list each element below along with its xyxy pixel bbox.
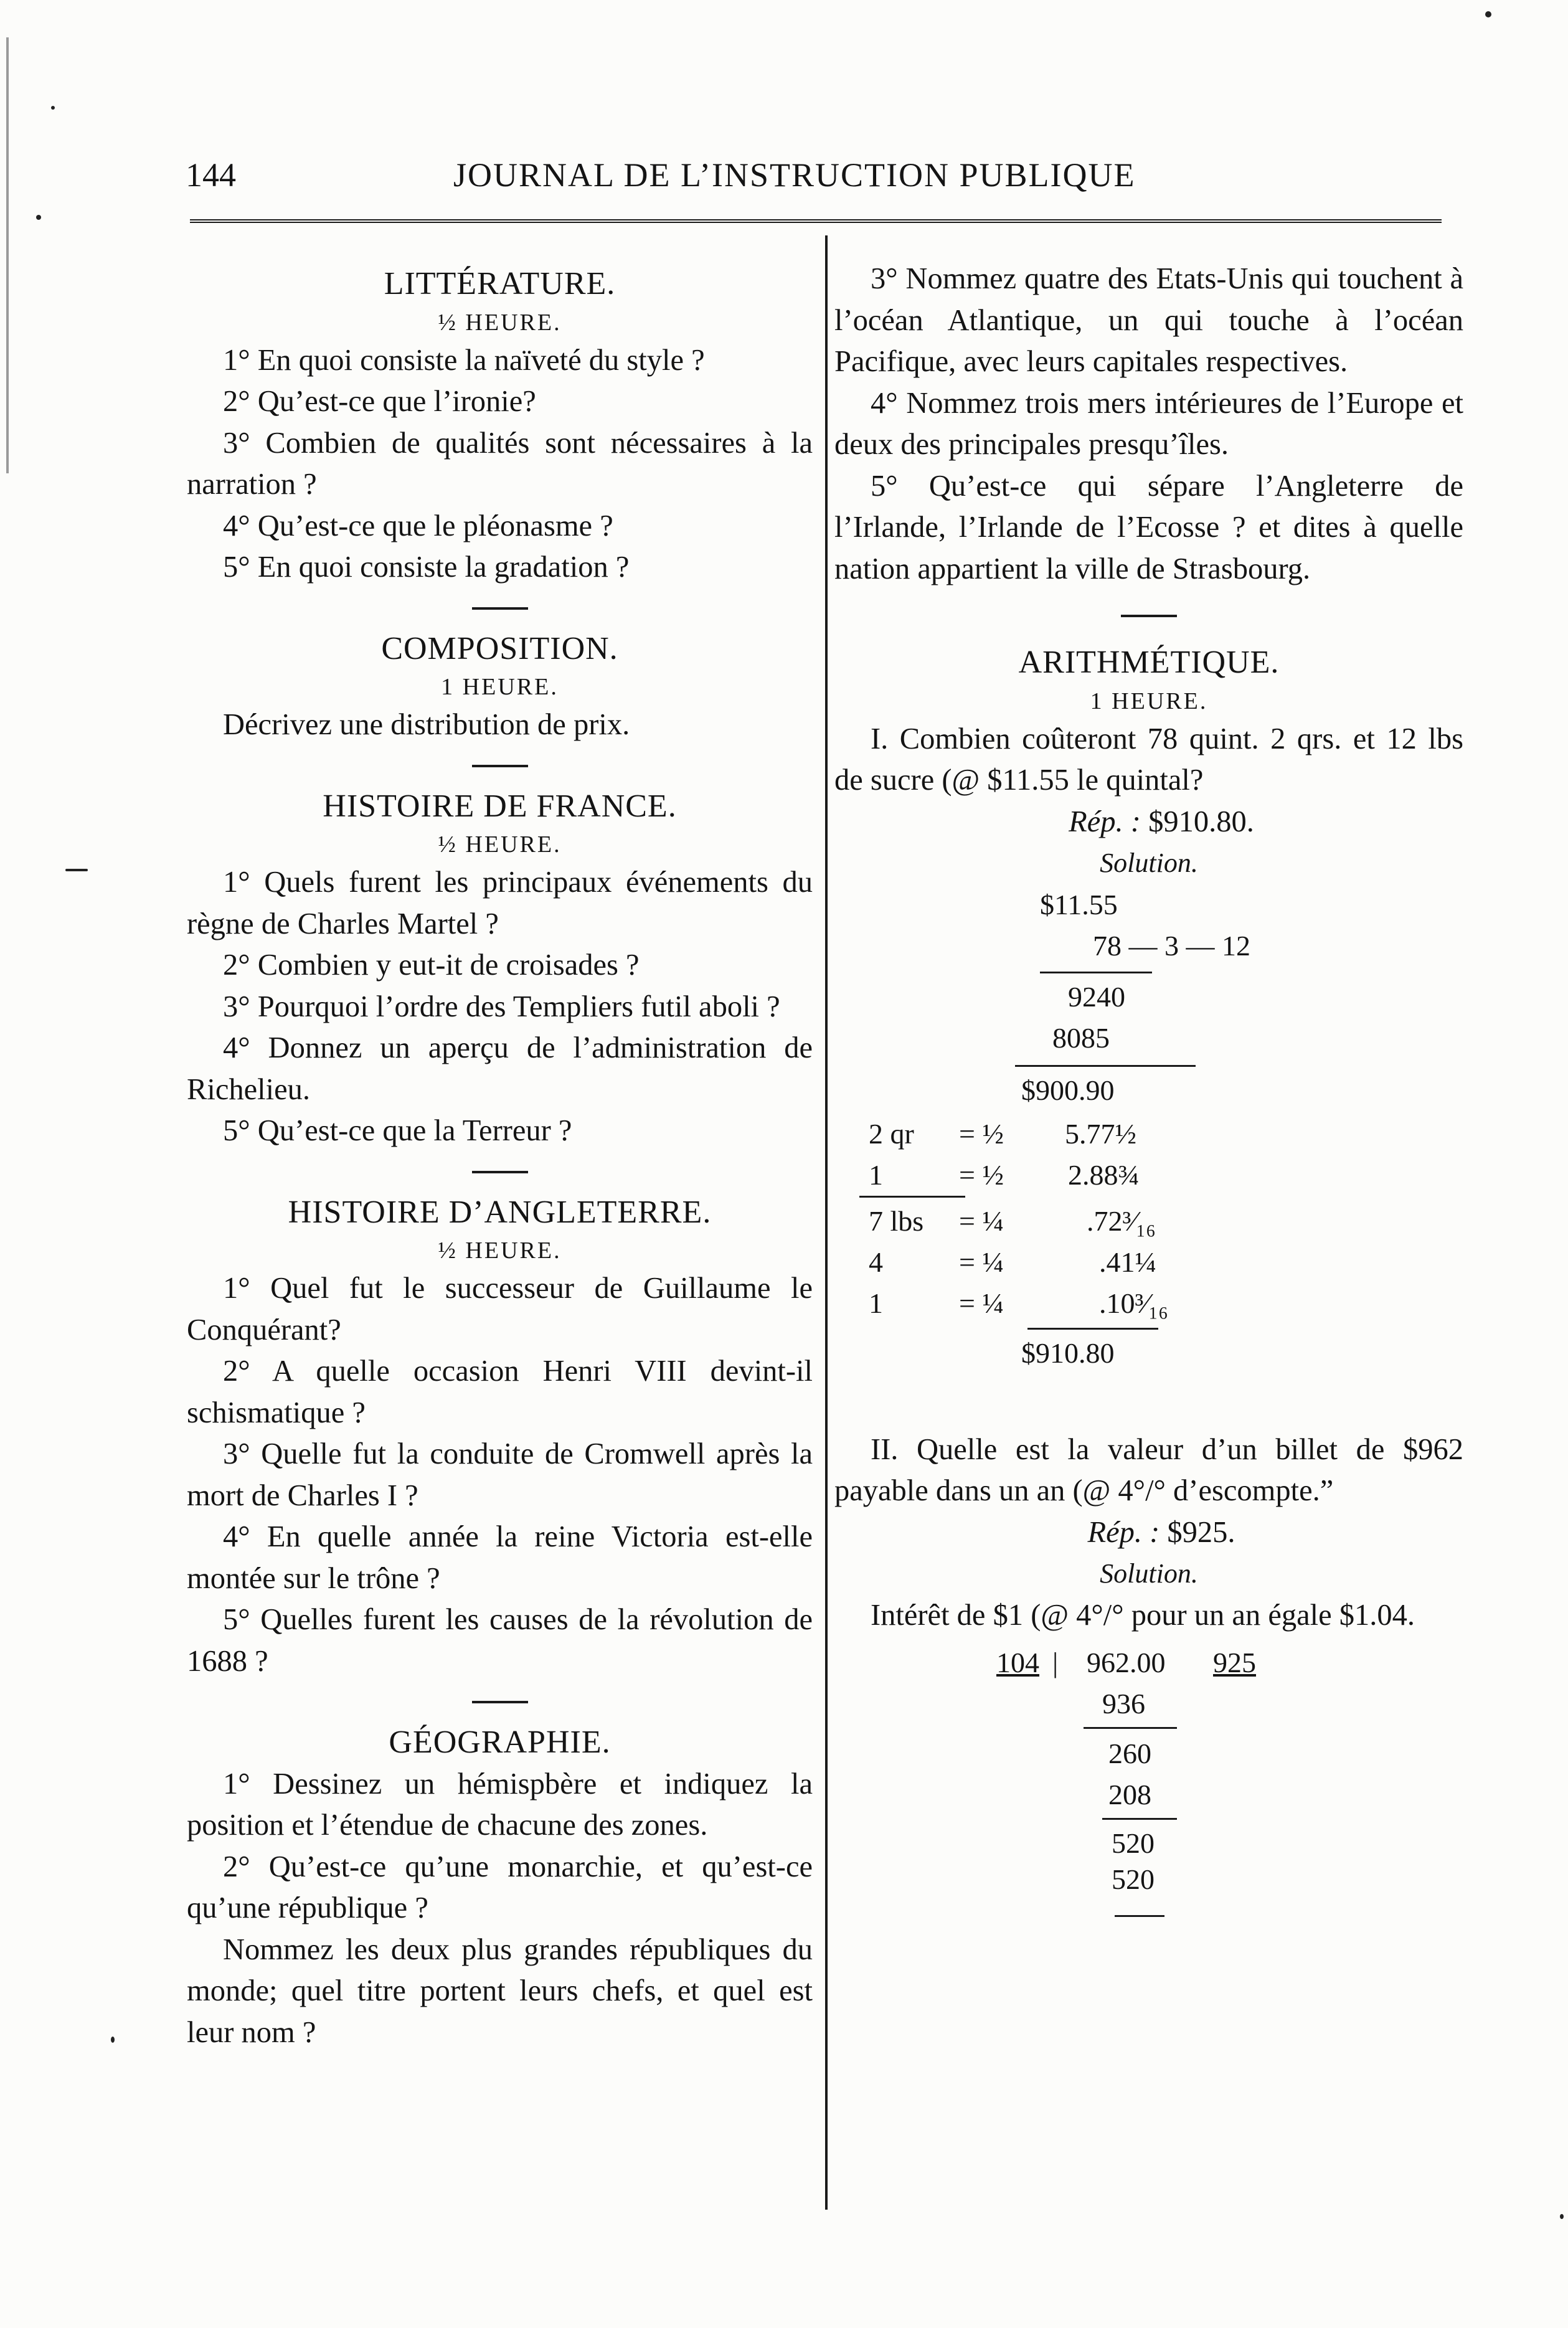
page-number: 144	[186, 156, 236, 194]
question: 5° En quoi consiste la gradation ?	[223, 551, 630, 584]
calc-total: $910.80	[1021, 1337, 1115, 1369]
problem-2: II. Quelle est la valeur d’un billet de $962 payable dans un an (@ 4°/° d’escompte.”	[834, 1432, 1463, 1507]
question: 4° Qu’est-ce que le pléonasme ?	[223, 509, 613, 542]
section-separator	[472, 765, 528, 767]
calculation-1	[834, 884, 1463, 1429]
calc-quotient: 925	[1213, 1647, 1256, 1678]
calc-row-frac: = ¼	[959, 1246, 1004, 1278]
calc-step: 260	[1108, 1738, 1151, 1769]
question: 3° Combien de qualités sont nécessaires à la narration ?	[187, 426, 813, 501]
calc-row-left: 2 qr	[869, 1117, 914, 1150]
section-separator	[472, 1171, 528, 1173]
question: 3° Nommez quatre des Etats-Unis qui touchent à l’océan Atlantique, un qui touche à l’océan Pacifique, avec leurs capitales respectives.	[834, 262, 1463, 378]
calc-row-frac: = ¼	[959, 1204, 1004, 1237]
question: 1° En quoi consiste la naïveté du style ?	[223, 343, 705, 377]
running-title: JOURNAL DE L’INSTRUCTION PUBLIQUE	[453, 156, 1136, 194]
calc-multiplier: 78 — 3 — 12	[1093, 929, 1250, 962]
section-separator	[472, 607, 528, 610]
left-column	[187, 258, 813, 2053]
question: 2° Qu’est-ce qu’une monarchie, et qu’est-ce qu’une république ?	[187, 1850, 813, 1924]
calc-row-value: 2.88¾	[1068, 1158, 1140, 1191]
answer-value: $910.80.	[1148, 805, 1254, 838]
section-title-geographie: GÉOGRAPHIE.	[389, 1725, 611, 1760]
calc-row-frac: = ½	[959, 1117, 1004, 1150]
print-mark	[36, 215, 41, 220]
calc-row-value: 5.77½	[1065, 1117, 1136, 1150]
question: 4° En quelle année la reine Victoria est-elle montée sur le trône ?	[187, 1520, 813, 1595]
question: 1° Quel fut le successeur de Guillaume le Conquérant?	[187, 1272, 813, 1346]
calc-partial: 8085	[1052, 1021, 1110, 1054]
calc-rule	[1102, 1818, 1177, 1820]
calc-row-left: 4	[869, 1246, 883, 1278]
section-title-litterature: LITTÉRATURE.	[384, 266, 616, 301]
answer-label: Rép. :	[1087, 1515, 1160, 1549]
calc-divisor: 104	[996, 1647, 1039, 1678]
print-mark	[51, 106, 55, 110]
question: 5° Qu’est-ce que la Terreur ?	[223, 1114, 572, 1147]
calc-step: 936	[1102, 1688, 1145, 1720]
question: 5° Quelles furent les causes de la révolution de 1688 ?	[187, 1603, 813, 1678]
calc-partial: 9240	[1068, 980, 1125, 1013]
calc-bar: |	[1052, 1647, 1059, 1678]
calc-step: 520	[1112, 1827, 1155, 1859]
calc-row-value: .10³⁄₁₆	[1099, 1287, 1169, 1319]
duration-composition: 1 HEURE.	[441, 674, 559, 700]
calc-row-left: 7 lbs	[869, 1204, 924, 1237]
print-mark	[65, 869, 88, 871]
question: 2° Combien y eut-it de croisades ?	[223, 949, 640, 982]
print-mark	[1485, 11, 1491, 17]
header-rule	[190, 219, 1442, 227]
question: 4° Nommez trois mers intérieures de l’Europe et deux des principales presqu’îles.	[834, 386, 1463, 461]
duration-arithmetique: 1 HEURE.	[1090, 688, 1208, 714]
answer-label: Rép. :	[1069, 805, 1141, 838]
calc-rule	[859, 1196, 965, 1198]
question: 2° Qu’est-ce que l’ironie?	[223, 385, 536, 418]
calc-step: 208	[1108, 1779, 1151, 1810]
question: 1° Quels furent les principaux événements du règne de Charles Martel ?	[187, 866, 813, 940]
question: 2° A quelle occasion Henri VIII devint-il schismatique ?	[187, 1355, 813, 1429]
section-separator	[472, 1701, 528, 1703]
question: Nommez les deux plus grandes républiques du monde; quel titre portent leurs chefs, et quel est leur nom ?	[187, 1933, 813, 2049]
question: 4° Donnez un aperçu de l’administration de Richelieu.	[187, 1031, 813, 1106]
composition-text: Décrivez une distribution de prix.	[223, 708, 630, 741]
calc-row-value: .72³⁄₁₆	[1087, 1204, 1156, 1237]
calc-row-frac: = ¼	[959, 1287, 1004, 1319]
duration-histoire-angleterre: ½ HEURE.	[438, 1237, 562, 1264]
calc-step: 520	[1112, 1863, 1155, 1895]
print-mark	[1560, 2214, 1564, 2219]
question: 3° Quelle fut la conduite de Cromwell après la mort de Charles I ?	[187, 1437, 813, 1512]
calc-rule	[1040, 972, 1152, 973]
section-title-histoire-angleterre: HISTOIRE D’ANGLETERRE.	[288, 1194, 712, 1230]
right-column	[834, 258, 1463, 1985]
calc-rule	[1084, 1727, 1177, 1729]
section-separator	[1121, 615, 1177, 617]
answer-1	[834, 802, 1463, 843]
calc-rule	[1027, 1328, 1158, 1330]
binding-edge	[6, 37, 9, 473]
calc-row-left: 1	[869, 1287, 883, 1319]
solution-label: Solution.	[1100, 848, 1198, 878]
section-title-histoire-france: HISTOIRE DE FRANCE.	[323, 788, 677, 824]
question: 1° Dessinez un hémispbère et indiquez la position et l’étendue de chacune des zones.	[187, 1767, 813, 1842]
section-title-arithmetique: ARITHMÉTIQUE.	[1018, 645, 1280, 680]
calculation-2	[834, 1636, 1463, 1985]
print-mark	[111, 2037, 115, 2043]
calc-rule	[1115, 1915, 1164, 1917]
question: 5° Qu’est-ce qui sépare l’Angleterre de l’Irlande, l’Irlande de l’Ecosse ? et dites à quelle nation appartient la ville de Strasbourg.	[834, 469, 1463, 585]
calc-row-value: .41¼	[1099, 1246, 1156, 1278]
column-divider	[825, 235, 828, 2210]
calc-row-frac: = ½	[959, 1158, 1004, 1191]
duration-litterature: ½ HEURE.	[438, 309, 562, 336]
section-title-composition: COMPOSITION.	[381, 630, 618, 666]
answer-value: $925.	[1167, 1515, 1235, 1549]
problem-1: I. Combien coûteront 78 quint. 2 qrs. et 12 lbs de sucre (@ $11.55 le quintal?	[834, 722, 1463, 797]
question: 3° Pourquoi l’ordre des Templiers futil aboli ?	[223, 990, 780, 1023]
calc-multiplicand: $11.55	[1040, 888, 1118, 920]
duration-histoire-france: ½ HEURE.	[438, 831, 562, 858]
calc-subtotal: $900.90	[1021, 1074, 1115, 1106]
answer-2	[834, 1512, 1463, 1554]
solution-label: Solution.	[1100, 1558, 1198, 1589]
calc-dividend: 962.00	[1087, 1647, 1166, 1678]
calc-row-left: 1	[869, 1158, 883, 1191]
interest-text: Intérêt de $1 (@ 4°/° pour un an égale $1.04.	[871, 1598, 1415, 1632]
calc-rule	[1015, 1065, 1196, 1067]
